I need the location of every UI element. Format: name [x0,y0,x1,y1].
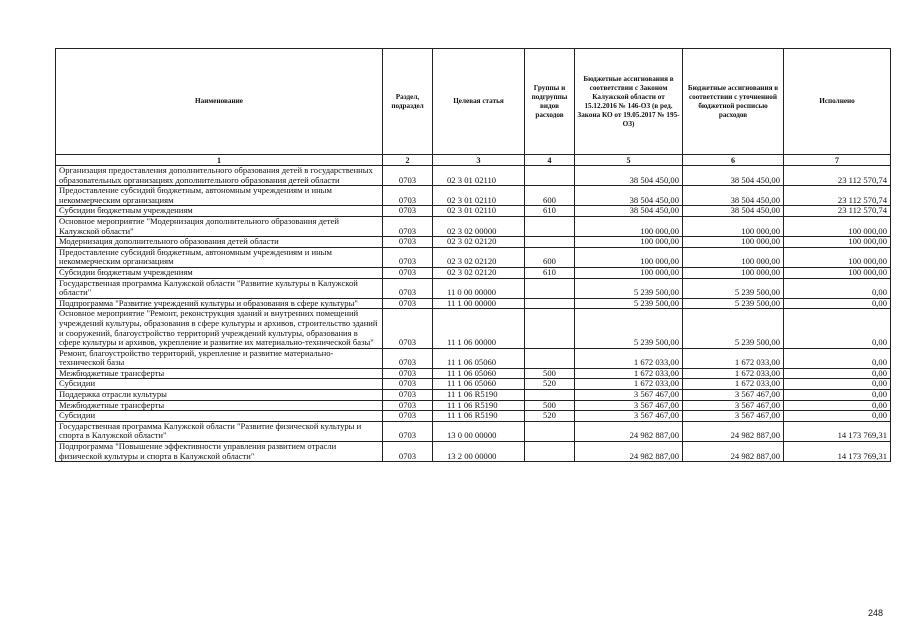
row-target-article: 11 1 06 05060 [433,368,525,379]
row-law-allocations: 24 982 887,00 [575,442,683,462]
row-name: Предоставление субсидий бюджетным, автономным учреждениям и иным некоммерческим организациям [56,247,383,267]
header-law-allocations: Бюджетные ассигнования в соответствии с Законом Калужской области от 15.12.2016 № 146-ОЗ (в ред. Закона КО от 19.05.2017 № 195-ОЗ) [575,49,683,155]
row-name: Ремонт, благоустройство территорий, укрепление и развитие материально-технической базы [56,348,383,368]
row-target-article: 13 0 00 00000 [433,421,525,441]
header-expense-group: Группы и подгруппы видов расходов [525,49,575,155]
row-section: 0703 [383,368,433,379]
table-row [56,411,891,422]
row-target-article: 11 1 06 05060 [433,348,525,368]
row-name: Предоставление субсидий бюджетным, автономным учреждениям и иным некоммерческим организациям [56,186,383,206]
row-law-allocations: 5 239 500,00 [575,298,683,309]
row-executed: 23 112 570,74 [784,166,891,186]
row-name: Государственная программа Калужской области "Развитие культуры в Калужской области" [56,278,383,298]
row-target-article: 02 3 02 00000 [433,216,525,236]
row-section: 0703 [383,379,433,390]
row-section: 0703 [383,442,433,462]
row-refined-allocations: 1 672 033,00 [683,348,784,368]
row-target-article: 11 1 06 R5190 [433,400,525,411]
row-refined-allocations: 100 000,00 [683,267,784,278]
row-executed: 0,00 [784,411,891,422]
table-row [56,186,891,206]
row-law-allocations: 100 000,00 [575,216,683,236]
column-number-row [56,155,891,166]
table-row [56,309,891,348]
table-row [56,400,891,411]
row-expense-group: 600 [525,247,575,267]
row-section: 0703 [383,421,433,441]
row-target-article: 02 3 01 02110 [433,206,525,217]
row-expense-group [525,298,575,309]
row-expense-group: 610 [525,267,575,278]
row-name: Субсидии [56,379,383,390]
row-law-allocations: 100 000,00 [575,247,683,267]
row-target-article: 11 1 06 R5190 [433,390,525,401]
table-row [56,298,891,309]
row-refined-allocations: 100 000,00 [683,247,784,267]
table-row [56,206,891,217]
row-name: Подпрограмма "Повышение эффективности управления развитием отрасли физической культуры и спорта в Калужской области" [56,442,383,462]
row-law-allocations: 3 567 467,00 [575,390,683,401]
row-name: Основное мероприятие "Ремонт, реконструкция зданий и внутренних помещений учреждений культуры, образования в сфере культуры и архивов, строительство зданий и сооружений, благоустройство территорий учреждений культуры, образования в сфере культуры и архивов, укрепление и развитие их материально-технической базы" [56,309,383,348]
row-executed: 100 000,00 [784,237,891,248]
row-name: Субсидии бюджетным учреждениям [56,267,383,278]
row-name: Государственная программа Калужской области "Развитие физической культуры и спорта в Калужской области" [56,421,383,441]
row-refined-allocations: 5 239 500,00 [683,298,784,309]
row-name: Субсидии бюджетным учреждениям [56,206,383,217]
row-section: 0703 [383,278,433,298]
row-target-article: 11 1 06 00000 [433,309,525,348]
row-expense-group: 610 [525,206,575,217]
table-row [56,379,891,390]
row-refined-allocations: 5 239 500,00 [683,278,784,298]
row-target-article: 11 0 00 00000 [433,278,525,298]
row-section: 0703 [383,348,433,368]
row-refined-allocations: 5 239 500,00 [683,309,784,348]
row-executed: 0,00 [784,379,891,390]
row-target-article: 02 3 02 02120 [433,247,525,267]
table-row [56,247,891,267]
row-target-article: 02 3 02 02120 [433,237,525,248]
row-section: 0703 [383,309,433,348]
column-number: 1 [56,155,383,166]
row-law-allocations: 1 672 033,00 [575,379,683,390]
row-executed: 0,00 [784,390,891,401]
row-target-article: 02 3 01 02110 [433,166,525,186]
table-row [56,368,891,379]
row-name: Модернизация дополнительного образования детей области [56,237,383,248]
row-executed: 23 112 570,74 [784,206,891,217]
row-executed: 0,00 [784,309,891,348]
row-refined-allocations: 100 000,00 [683,237,784,248]
row-name: Основное мероприятие "Модернизация дополнительного образования детей Калужской области" [56,216,383,236]
row-expense-group: 520 [525,411,575,422]
row-section: 0703 [383,267,433,278]
row-expense-group: 600 [525,186,575,206]
row-section: 0703 [383,216,433,236]
row-refined-allocations: 24 982 887,00 [683,421,784,441]
row-name: Субсидии [56,411,383,422]
row-section: 0703 [383,247,433,267]
row-refined-allocations: 100 000,00 [683,216,784,236]
row-section: 0703 [383,400,433,411]
table-row [56,390,891,401]
row-section: 0703 [383,390,433,401]
row-refined-allocations: 1 672 033,00 [683,368,784,379]
table-row [56,216,891,236]
row-section: 0703 [383,206,433,217]
row-law-allocations: 38 504 450,00 [575,166,683,186]
row-expense-group: 520 [525,379,575,390]
row-expense-group [525,278,575,298]
row-refined-allocations: 3 567 467,00 [683,411,784,422]
row-target-article: 11 1 06 R5190 [433,411,525,422]
row-expense-group: 500 [525,368,575,379]
row-law-allocations: 24 982 887,00 [575,421,683,441]
row-executed: 14 173 769,31 [784,421,891,441]
header-executed: Исполнено [784,49,891,155]
row-target-article: 02 3 01 02110 [433,186,525,206]
row-executed: 0,00 [784,368,891,379]
column-number: 6 [683,155,784,166]
row-expense-group [525,166,575,186]
row-name: Межбюджетные трансферты [56,400,383,411]
row-name: Межбюджетные трансферты [56,368,383,379]
row-target-article: 11 1 06 05060 [433,379,525,390]
row-expense-group: 500 [525,400,575,411]
row-refined-allocations: 24 982 887,00 [683,442,784,462]
header-section: Раздел, подраздел [383,49,433,155]
row-refined-allocations: 3 567 467,00 [683,400,784,411]
row-refined-allocations: 38 504 450,00 [683,206,784,217]
table-row [56,421,891,441]
row-executed: 0,00 [784,400,891,411]
row-expense-group [525,237,575,248]
header-refined-allocations: Бюджетные ассигнования в соответствии с уточненной бюджетной росписью расходов [683,49,784,155]
table-row [56,267,891,278]
table-row [56,166,891,186]
row-section: 0703 [383,237,433,248]
column-number: 4 [525,155,575,166]
header-target-article: Целевая статья [433,49,525,155]
row-law-allocations: 3 567 467,00 [575,411,683,422]
column-number: 3 [433,155,525,166]
table-row [56,348,891,368]
row-target-article: 13 2 00 00000 [433,442,525,462]
row-refined-allocations: 3 567 467,00 [683,390,784,401]
row-name: Поддержка отрасли культуры [56,390,383,401]
row-law-allocations: 5 239 500,00 [575,309,683,348]
row-law-allocations: 100 000,00 [575,237,683,248]
row-executed: 14 173 769,31 [784,442,891,462]
row-executed: 100 000,00 [784,247,891,267]
row-section: 0703 [383,411,433,422]
row-refined-allocations: 38 504 450,00 [683,166,784,186]
row-section: 0703 [383,166,433,186]
column-number: 5 [575,155,683,166]
row-law-allocations: 100 000,00 [575,267,683,278]
row-law-allocations: 1 672 033,00 [575,348,683,368]
row-name: Подпрограмма "Развитие учреждений культуры и образования в сфере культуры" [56,298,383,309]
row-target-article: 11 1 00 00000 [433,298,525,309]
header-name: Наименование [56,49,383,155]
row-expense-group [525,442,575,462]
row-name: Организация предоставления дополнительного образования детей в государственных образовательных организациях дополнительного образования детей области [56,166,383,186]
row-executed: 100 000,00 [784,267,891,278]
row-law-allocations: 38 504 450,00 [575,206,683,217]
row-section: 0703 [383,298,433,309]
budget-execution-table [55,48,891,462]
row-section: 0703 [383,186,433,206]
row-expense-group [525,216,575,236]
row-expense-group [525,421,575,441]
row-law-allocations: 1 672 033,00 [575,368,683,379]
row-executed: 0,00 [784,278,891,298]
row-refined-allocations: 38 504 450,00 [683,186,784,206]
row-executed: 0,00 [784,298,891,309]
row-executed: 23 112 570,74 [784,186,891,206]
row-law-allocations: 3 567 467,00 [575,400,683,411]
row-target-article: 02 3 02 02120 [433,267,525,278]
table-row [56,237,891,248]
table-row [56,442,891,462]
row-refined-allocations: 1 672 033,00 [683,379,784,390]
page-number: 248 [867,608,883,618]
column-number: 7 [784,155,891,166]
row-law-allocations: 38 504 450,00 [575,186,683,206]
table-row [56,278,891,298]
header-row [56,49,891,155]
row-law-allocations: 5 239 500,00 [575,278,683,298]
row-expense-group [525,390,575,401]
row-expense-group [525,348,575,368]
column-number: 2 [383,155,433,166]
row-expense-group [525,309,575,348]
row-executed: 0,00 [784,348,891,368]
table-body [56,166,891,462]
row-executed: 100 000,00 [784,216,891,236]
